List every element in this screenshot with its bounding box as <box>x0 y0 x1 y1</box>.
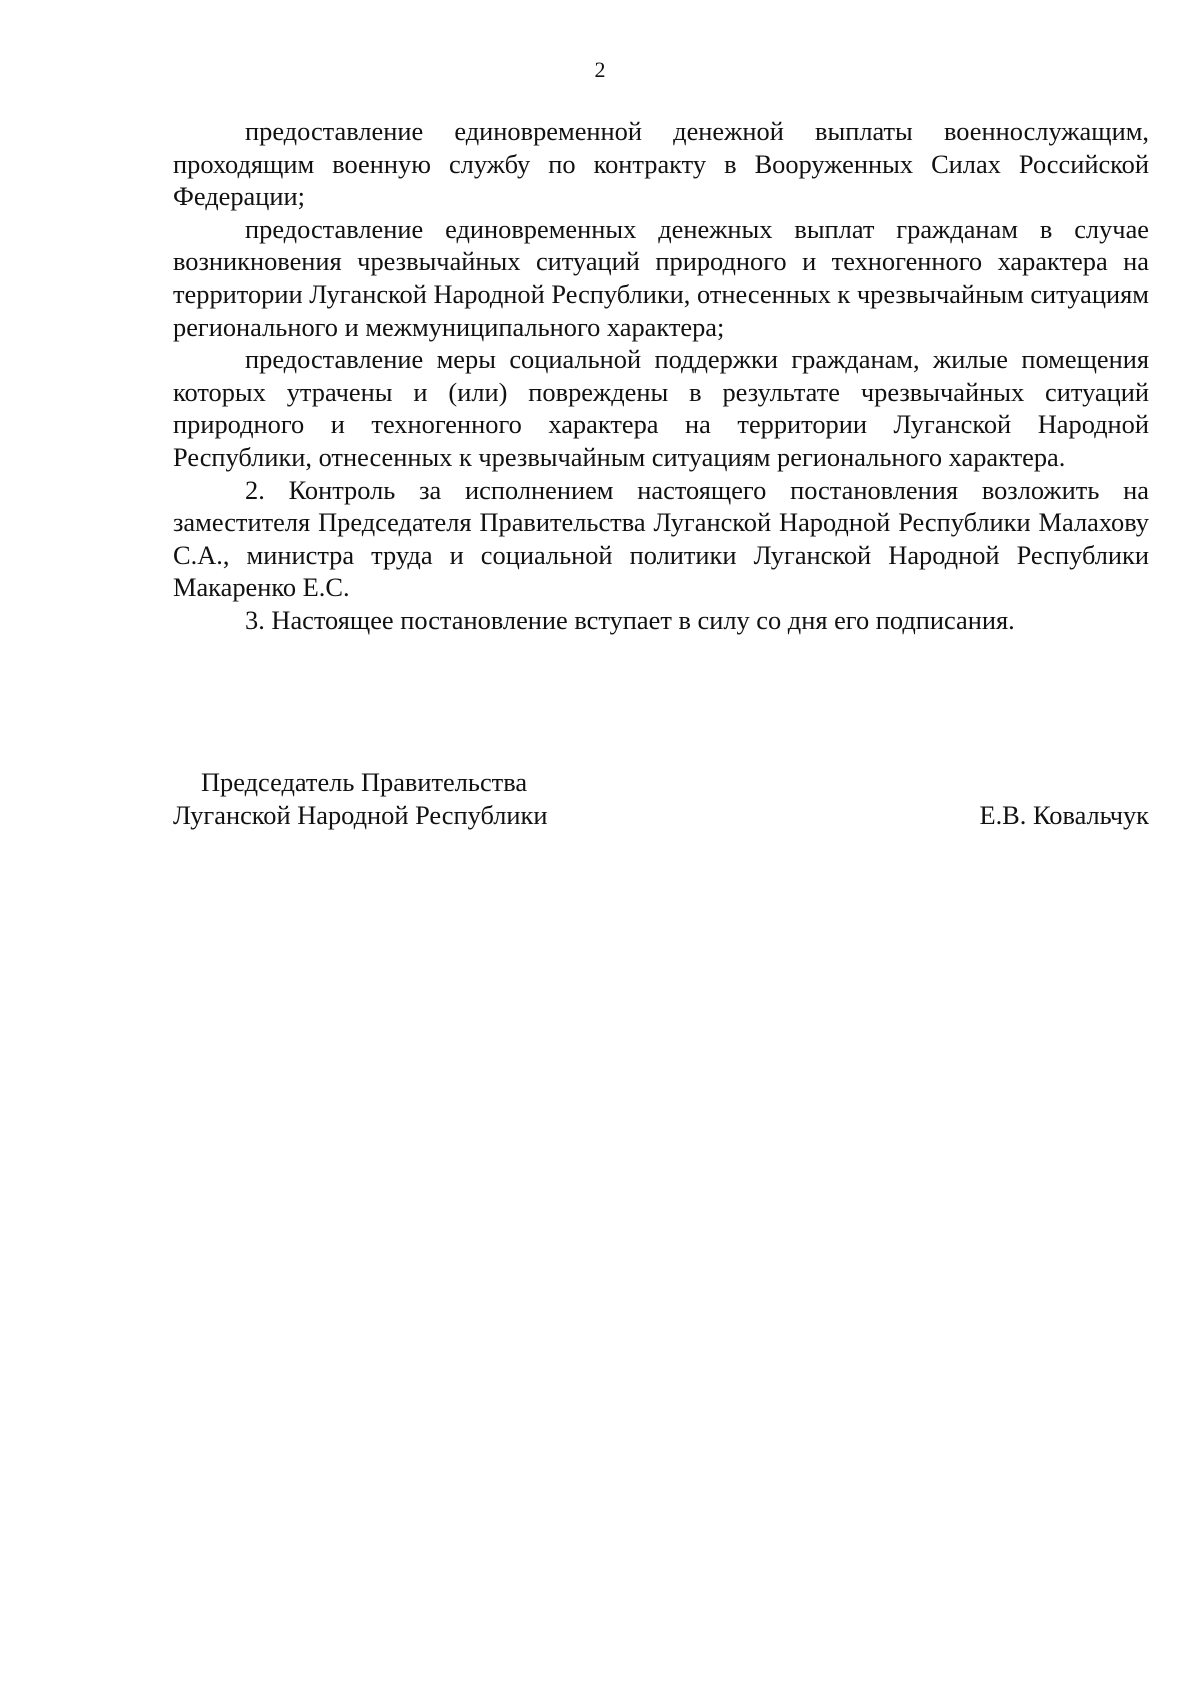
paragraph-military-payment: предоставление единовременной денежной выплаты военнослужащим, проходящим военную службу по контракту в Вооруженных Силах Российской Федерации; <box>173 116 1149 212</box>
document-body <box>173 115 1149 637</box>
signatory-title-line1: Председатель Правительства <box>201 767 528 797</box>
paragraph-housing-support: предоставление меры социальной поддержки гражданам, жилые помещения которых утрачены и (или) повреждены в результате чрезвычайных ситуаций природного и техногенного характера на территории Луганской Народной Республики, отнесенных к чрезвычайным ситуациям регионального характера. <box>173 344 1149 472</box>
signatory-name: Е.В. Ковальчук <box>979 799 1149 830</box>
paragraph-effective-date: 3. Настоящее постановление вступает в силу со дня его подписания. <box>245 604 1015 635</box>
signature-block <box>173 766 1149 831</box>
page-number: 2 <box>594 57 606 82</box>
signatory-title-line2: Луганской Народной Республики <box>173 799 548 830</box>
paragraph-emergency-payments: предоставление единовременных денежных выплат гражданам в случае возникновения чрезвычайных ситуаций природного и техногенного характера на территории Луганской Народной Республики, отнесенных к чрезвычайным ситуациям регионального и межмуниципального характера; <box>173 213 1149 342</box>
paragraph-control-clause: 2. Контроль за исполнением настоящего постановления возложить на заместителя Председателя Правительства Луганской Народной Республики Малахову С.А., министра труда и социальной политики Луганской Народной Республики Макаренко Е.С. <box>173 474 1149 603</box>
